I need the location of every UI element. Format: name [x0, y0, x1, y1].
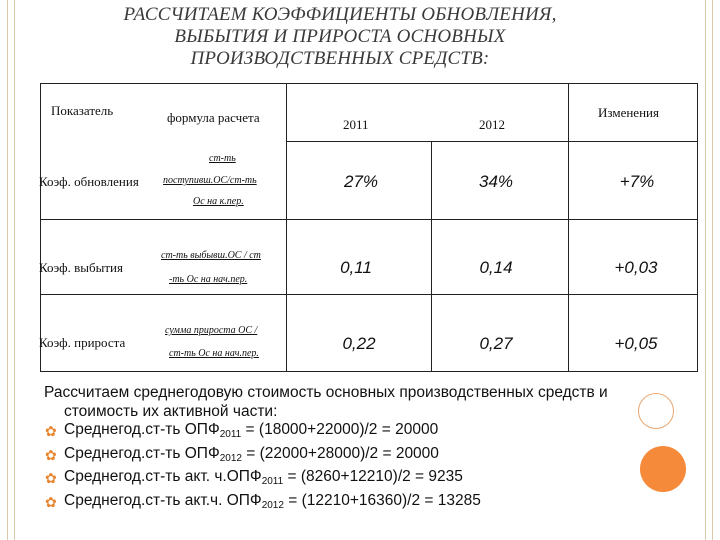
row-formula-line: сумма прироста ОС /: [165, 325, 258, 336]
intro-paragraph: [44, 384, 694, 421]
slide-frame-left: [7, 0, 15, 540]
row-formula-line: Ос на к.пер.: [193, 196, 244, 207]
coefficients-table: [40, 83, 698, 372]
intro-line-1: Рассчитаем среднегодовую стоимость основных производственных средств и: [44, 384, 608, 401]
bullet-label: Среднегод.ст-ть ОПФ: [64, 444, 220, 462]
value-2011: 0,11: [340, 258, 372, 277]
bullet-icon: ✿: [45, 446, 57, 463]
table-divider: [286, 84, 287, 371]
row-name-growth: Коэф. прироста: [39, 335, 126, 350]
list-item: [44, 468, 694, 492]
table-divider: [41, 294, 697, 295]
list-item: [44, 492, 694, 516]
average-cost-section: [44, 384, 694, 515]
row-formula-line: -ть Ос на нач.пер.: [169, 274, 248, 285]
value-2012: 0,14: [479, 258, 513, 277]
header-year-2011: 2011: [343, 117, 369, 132]
table-divider: [286, 141, 697, 142]
intro-line-2: стоимость их активной части:: [64, 402, 278, 420]
bullet-subscript: 2011: [219, 429, 242, 440]
value-change: +0,03: [614, 258, 658, 277]
value-change: +0,05: [614, 334, 658, 353]
row-name-renewal: Коэф. обновления: [39, 174, 139, 189]
header-formula: формула расчета: [167, 110, 260, 125]
title-line-3: ПРОИЗВОДСТВЕННЫХ СРЕДСТВ:: [190, 48, 490, 69]
bullet-subscript: 2012: [261, 499, 284, 511]
slide-frame-right: [705, 0, 713, 540]
bullet-formula: = (22000+28000)/2 = 20000: [241, 444, 439, 462]
row-name-disposal: Коэф. выбытия: [39, 260, 123, 275]
bullet-label: Среднегод.ст-ть акт. ч.ОПФ: [64, 468, 262, 485]
bullet-icon: ✿: [45, 493, 57, 510]
list-item: [44, 421, 694, 445]
row-formula-line: ст-ть: [209, 153, 236, 164]
title-line-1: РАССЧИТАЕМ КОЭФФИЦИЕНТЫ ОБНОВЛЕНИЯ,: [123, 4, 557, 25]
bullet-icon: ✿: [45, 423, 57, 439]
header-year-2012: 2012: [479, 117, 505, 132]
bullet-formula: = (8260+12210)/2 = 9235: [283, 468, 463, 485]
list-item: [44, 445, 694, 469]
row-formula-line: поступивш.ОС/ст-ть: [163, 175, 257, 186]
slide-title: [40, 4, 640, 70]
header-indicator: Показатель: [51, 103, 114, 118]
bullet-subscript: 2011: [261, 476, 284, 487]
bullet-icon: ✿: [45, 470, 57, 486]
header-change: Изменения: [598, 105, 659, 120]
value-2011: 27%: [343, 172, 379, 191]
title-line-2: ВЫБЫТИЯ И ПРИРОСТА ОСНОВНЫХ: [174, 26, 506, 47]
value-2011: 0,22: [342, 334, 376, 353]
bullet-formula: = (18000+22000)/2 = 20000: [241, 421, 439, 438]
bullet-formula: = (12210+16360)/2 = 13285: [283, 491, 481, 509]
bullet-label: Среднегод.ст-ть акт.ч. ОПФ: [64, 491, 262, 509]
value-2012: 0,27: [479, 334, 513, 353]
bullet-label: Среднегод.ст-ть ОПФ: [64, 421, 220, 438]
table-divider: [568, 84, 569, 371]
table-divider: [41, 219, 697, 220]
row-formula-line: ст-ть Ос на нач.пер.: [169, 348, 259, 359]
table-divider: [431, 142, 432, 371]
bullet-subscript: 2012: [219, 452, 242, 464]
value-2012: 34%: [478, 172, 514, 191]
row-formula-line: ст-ть выбывш.ОС / ст: [161, 250, 261, 261]
value-change: +7%: [619, 172, 655, 191]
